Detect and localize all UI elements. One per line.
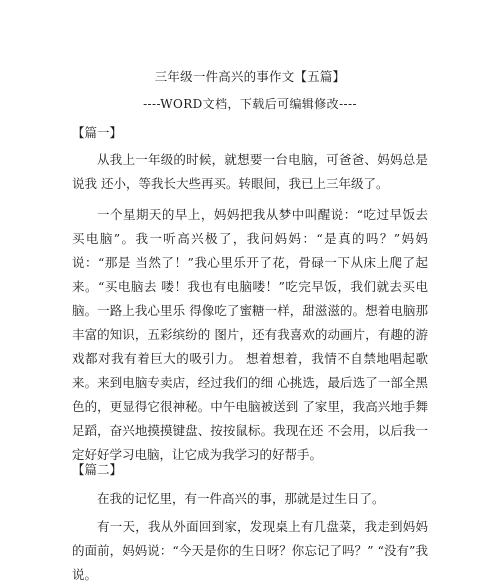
document-title: 三年级一件高兴的事作文【五篇】 bbox=[154, 69, 346, 84]
paragraph-2-1: 在我的记忆里，有一件高兴的事，那就是过生日了。 bbox=[97, 491, 385, 506]
paragraph-1-2: 一个星期天的早上，妈妈把我从梦中叫醒说：“吃过早饭去买电脑”。我一听高兴极了，我问妈妈：“是真的吗？”妈妈说：“那是 当然了！”我心里乐开了花，骨碌一下从床上爬了起来。“买电脑去 喽！我也有电脑喽！”吃完早饭，我们就去买电脑。一路上我心里乐 得像吃了蜜糖一样，甜滋滋的。想着电脑那丰富的知识，五彩缤纷的 图片，还有我喜欢的动画片，有趣的游戏都对我有着巨大的吸引力。 想着想着，我情不自禁地唱起歌来。来到电脑专卖店，经过我们的细 心挑选，最后选了一部全黑色的，更显得它很神秘。中午电脑被送到 了家里，我高兴地手舞足蹈，奋兴地摸摸键盘、按按鼠标。我现在还 不会用，以后我一定好好学习电脑，让它成为我学习的好帮手。 bbox=[72, 207, 428, 462]
section-heading-2: 【篇二】 bbox=[72, 462, 123, 477]
section-heading-1: 【篇一】 bbox=[72, 125, 123, 140]
document-subtitle: ----WORD文档，下载后可编辑修改---- bbox=[143, 97, 357, 111]
paragraph-1-1: 从我上一年级的时候，就想要一台电脑，可爸爸、妈妈总是说我 还小，等我长大些再买。转眼间，我已上三年级了。 bbox=[72, 152, 428, 191]
paragraph-2-2: 有一天，我从外面回到家，发现桌上有几盘菜，我走到妈妈的面前，妈妈说：“今天是你的生日呀？你忘记了吗？” “没有”我说。 bbox=[72, 519, 428, 582]
